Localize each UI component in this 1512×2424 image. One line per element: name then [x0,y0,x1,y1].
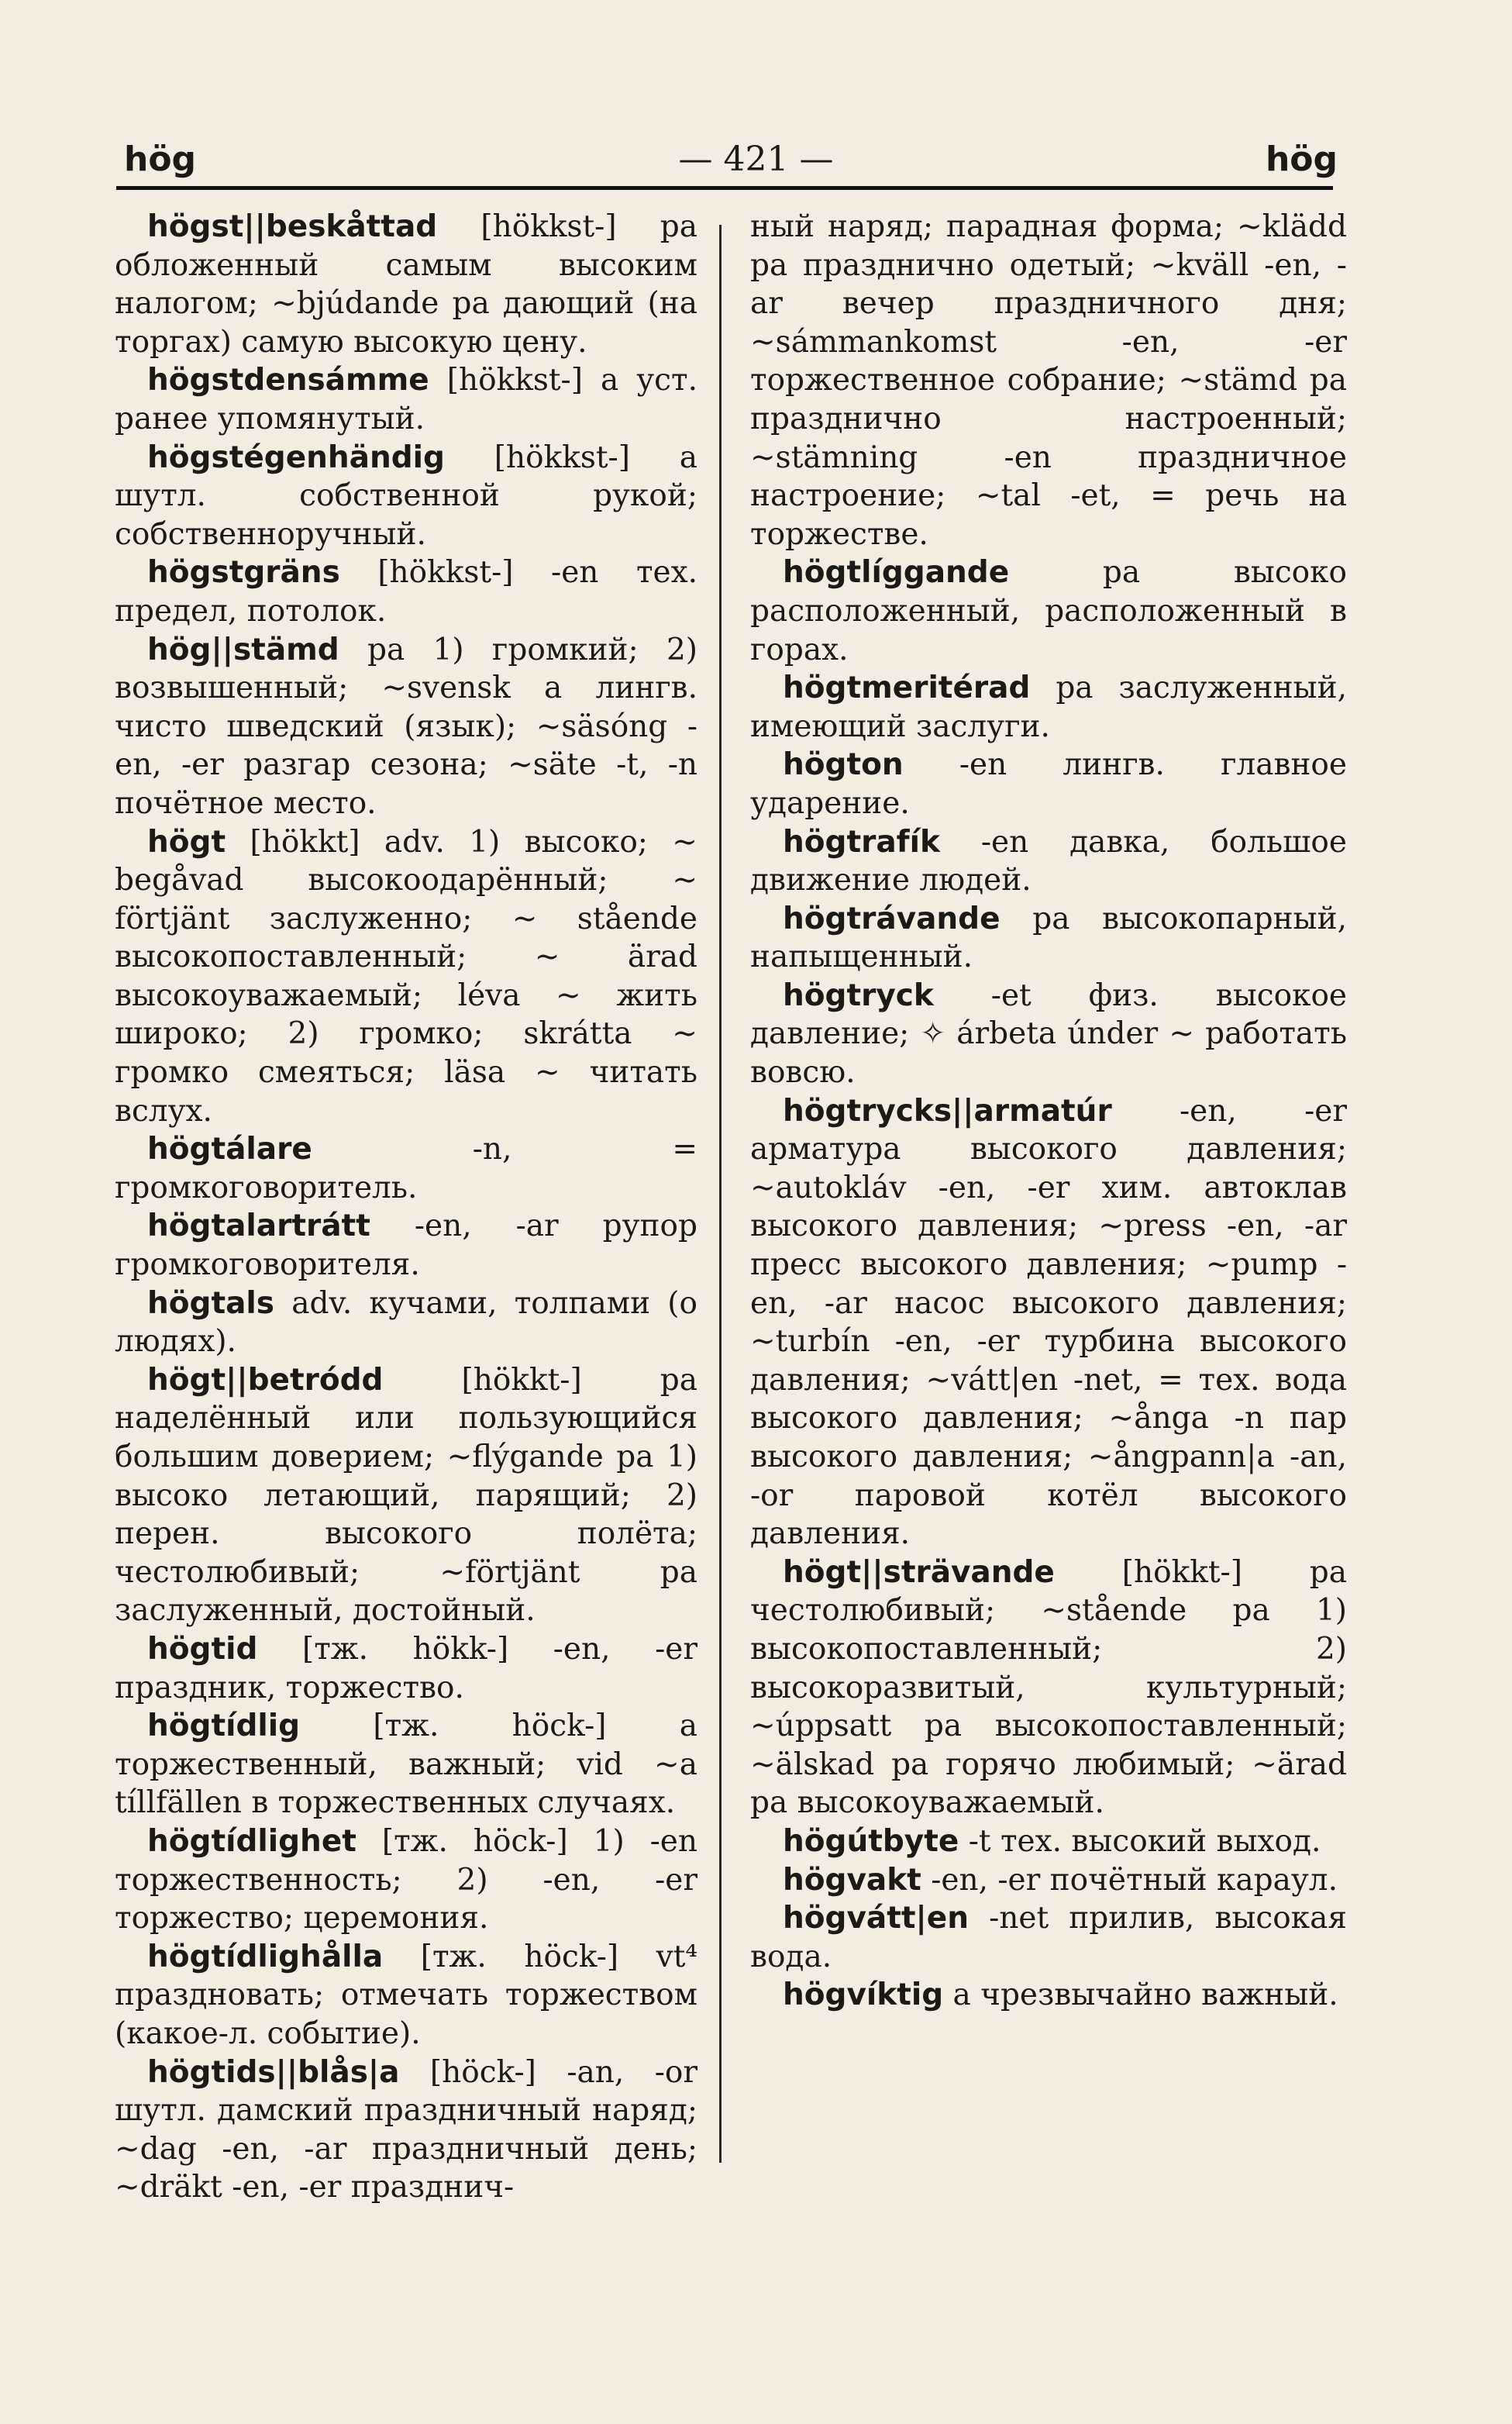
running-head-left: hög [124,140,197,179]
headword: högtids||blås|a [147,2054,400,2090]
entry-definition: pa 1) громкий; 2) возвышенный; ~svensk a лингв. чисто шведский (язык); ~säsóng -en, -er разгар сезона; ~säte -t, -n почётное место. [115,632,697,821]
headword: högtídlighålla [147,1939,384,1974]
headword: högvakt [783,1862,921,1898]
dictionary-entry [750,1092,1347,1553]
running-head-right: hög [1265,140,1338,179]
entry-definition: pa заслуженный, имеющий заслуги. [750,671,1347,744]
right-column [750,208,1347,2015]
entry-definition: -n, = громкоговоритель. [115,1132,697,1205]
dictionary-entry [115,1822,697,1938]
entry-definition: -et физ. высокое давление; ✧ árbeta únder ~ работать вовсю. [750,978,1347,1091]
dictionary-entry [115,1630,697,1707]
headword: högtálare [147,1132,312,1167]
headword: högst||beskåttad [147,209,438,244]
dictionary-entry [115,1130,697,1207]
dictionary-entry [750,900,1347,977]
page-number: — 421 — [678,140,834,179]
headword: högtrafík [783,824,940,860]
entry-definition: pa высоко расположенный, расположенный в горах. [750,555,1347,667]
dictionary-entry [750,1861,1347,1900]
headword: högt [147,824,226,860]
entry-definition: -net прилив, высокая вода. [750,1901,1347,1974]
entry-definition: [hökkt] adv. 1) высоко; ~ begåvad высокоодарённый; ~ förtjänt заслуженно; ~ stående высокопоставленный; ~ ärad высокоуважаемый; léva ~ жить широко; 2) громко; skrátta ~ громко смеяться; läsa ~ читать вслух. [115,824,697,1129]
dictionary-entry [115,1707,697,1822]
entry-definition: a чрезвычайно важный. [943,1977,1338,2013]
headword: högtals [147,1285,275,1321]
dictionary-entry [750,1822,1347,1861]
dictionary-entry [115,553,697,630]
headword: högtídlig [147,1709,301,1744]
entry-definition: [тж. hökk-] -en, -er праздник, торжество. [115,1631,697,1705]
entry-definition: [hökkt-] pa наделённый или пользующийся большим доверием; ~flýgande pa 1) высоко летающий, парящий; 2) перен. высокого полёта; честолюбивый; ~förtjänt pa заслуженный, достойный. [115,1362,697,1629]
headword: högton [783,747,904,783]
dictionary-entry [750,669,1347,746]
entry-definition: -en, -er почётный караул. [921,1862,1338,1898]
dictionary-entry [115,361,697,438]
headword: högvátt|en [783,1901,969,1936]
left-column [115,208,697,2207]
headword: högstgräns [147,555,340,591]
headword: högt||strävande [783,1554,1055,1590]
entry-definition: -en, -er арматура высокого давления; ~autokláv -en, -er хим. автоклав высокого давления; ~press -en, -ar пресс высокого давления; ~pump -en, -ar насос высокого давления; ~turbín -en, -er турбина высокого давления; ~vátt|en -net, = тех. вода высокого давления; ~ånga -n пар высокого давления; ~ångpann|a -an, -or паровой котёл высокого давления. [750,1093,1347,1552]
entry-definition: adv. кучами, толпами (о людях). [115,1285,697,1360]
dictionary-entry [750,1899,1347,1976]
dictionary-entry [115,631,697,823]
entry-definition: -en, -ar рупор громкоговорителя. [115,1209,697,1283]
dictionary-entry [750,823,1347,900]
column-divider [719,225,722,2163]
headword: högt||betródd [147,1362,384,1398]
dictionary-entry [115,823,697,1131]
dictionary-entry [115,1284,697,1361]
headword: högtlíggande [783,555,1010,591]
entry-definition: -en давка, большое движение людей. [750,824,1347,898]
headword: högtrávande [783,901,1001,936]
dictionary-entry [115,1207,697,1284]
dictionary-entry [750,746,1347,822]
headword: högstégenhändig [147,440,445,475]
entry-definition: [hökkst-] pa обложенный самым высоким налогом; ~bjúdande pa дающий (на торгах) самую высокую цену. [115,209,697,360]
entry-definition: [höck-] -an, -or шутл. дамский праздничный наряд; ~dag -en, -ar праздничный день; ~dräkt -en, -er празднич- [115,2054,697,2205]
dictionary-entry [115,1938,697,2053]
headword: högstdensámme [147,363,429,398]
continued-entry: ный наряд; парадная форма; ~klädd pa празднично одетый; ~kväll -en, -ar вечер праздничного дня; ~sámmankomst -en, -er торжественное собрание; ~stämd pa празднично настроенный; ~stämning -en праздничное настроение; ~tal -et, = речь на торжестве. [750,209,1347,552]
headword: högtmeritérad [783,671,1031,706]
entry-definition: [hökkt-] pa честолюбивый; ~stående pa 1) высокопоставленный; 2) высокоразвитый, культурный; ~úppsatt pa высокопоставленный; ~älskad pa горячо любимый; ~ärad pa высокоуважаемый. [750,1554,1347,1821]
headword: högtid [147,1631,258,1667]
headword: högtryck [783,978,934,1013]
dictionary-entry [115,1361,697,1630]
entry-definition: [hökkst-] a шутл. собственной рукой; собственноручный. [115,440,697,552]
headword: hög||stämd [147,632,339,667]
headword: högtrycks||armatúr [783,1093,1112,1129]
entry-definition: pa высокопарный, напыщенный. [750,901,1347,975]
dictionary-entry [750,1553,1347,1822]
headword: högútbyte [783,1823,959,1859]
dictionary-entry [115,208,697,361]
entry-definition: [hökkst-] a уст. ранее упомянутый. [115,363,697,436]
entry-definition: [hökkst-] -en тех. предел, потолок. [115,555,697,629]
headword: högtalartrátt [147,1209,370,1244]
entry-definition: -t тех. высокий выход. [959,1823,1321,1859]
dictionary-entry [750,977,1347,1092]
entry-definition: [тж. höck-] 1) -en торжественность; 2) -en, -er торжество; церемония. [115,1823,697,1936]
dictionary-entry [115,439,697,554]
dictionary-entry [750,1976,1347,2015]
headword: högtídlighet [147,1823,356,1859]
headword: högvíktig [783,1977,944,2013]
entry-definition: [тж. höck-] a торжественный, важный; vid ~a tíllfällen в торжественных случаях. [115,1709,697,1821]
dictionary-entry [750,553,1347,669]
entry-definition: [тж. höck-] vt⁴ праздновать; отмечать торжеством (какое-л. событие). [115,1939,697,2051]
header-rule [116,186,1333,190]
entry-definition: -en лингв. главное ударение. [750,747,1347,821]
dictionary-entry [115,2053,697,2207]
